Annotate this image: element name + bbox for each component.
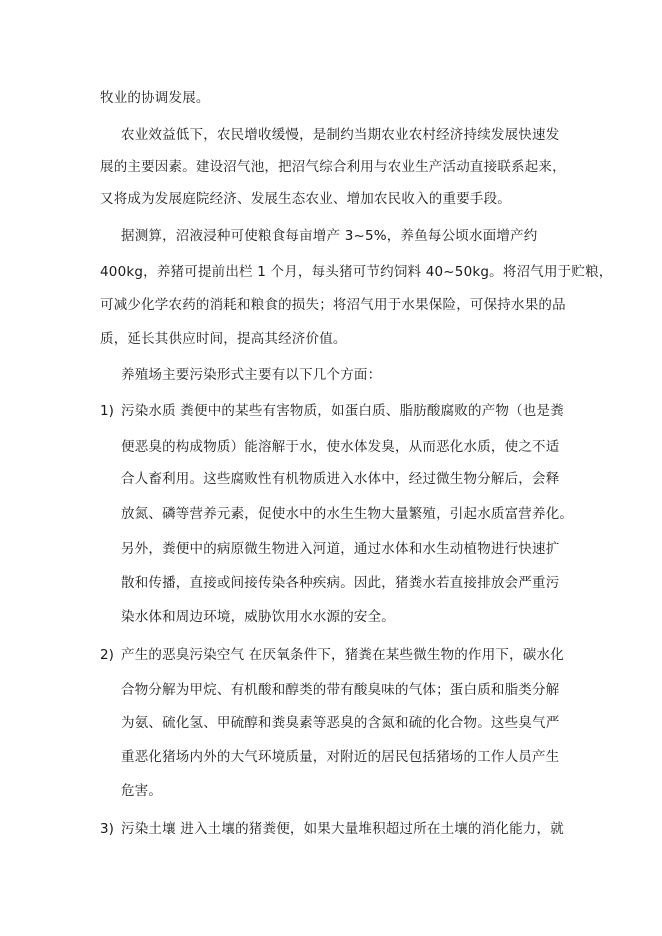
list-item-line: 染水体和周边环境，威胁饮用水水源的安全。 xyxy=(121,609,395,625)
list-item-line: 污染土壤 进入土壤的猪粪便，如果大量堆积超过所在土壤的消化能力，就 xyxy=(121,821,564,837)
list-item-line: 便恶臭的构成物质）能溶解于水，使水体发臭，从而恶化水质，使之不适 xyxy=(121,439,560,455)
list-number: 3) xyxy=(100,821,114,837)
text-line: 据测算，沼液浸种可使粮食每亩增产 3~5%，养鱼每公顷水面增产约 xyxy=(121,228,538,244)
text-line: 农业效益低下，农民增收缓慢，是制约当期农业农村经济持续发展快速发 xyxy=(121,127,560,143)
list-item-line: 为氨、硫化氢、甲硫醇和粪臭素等恶臭的含氮和硫的化合物。这些臭气严 xyxy=(121,715,560,731)
list-number: 2) xyxy=(100,647,114,663)
list-item-line: 危害。 xyxy=(121,783,163,799)
list-item-line: 产生的恶臭污染空气 在厌氧条件下，猪粪在某些微生物的作用下，碳水化 xyxy=(121,647,564,663)
text-line: 牧业的协调发展。 xyxy=(100,90,210,106)
list-item-line: 重恶化猪场内外的大气环境质量，对附近的居民包括猪场的工作人员产生 xyxy=(121,749,560,765)
text-line: 可减少化学农药的消耗和粮食的损失；将沼气用于水果保险，可保持水果的品 xyxy=(100,297,566,313)
text-line: 400kg，养猪可提前出栏 1 个月，每头猪可节约饲料 40~50kg。将沼气用于贮粮， xyxy=(100,264,613,280)
list-number: 1) xyxy=(100,403,114,419)
list-item-line: 另外，粪便中的病原微生物进入河道，通过水体和水生动植物进行快速扩 xyxy=(121,541,560,557)
text-line: 质，延长其供应时间，提高其经济价值。 xyxy=(100,331,347,347)
list-item-line: 污染水质 粪便中的某些有害物质，如蛋白质、脂肪酸腐败的产物（也是粪 xyxy=(121,403,564,419)
text-line: 又将成为发展庭院经济、发展生态农业、增加农民收入的重要手段。 xyxy=(100,191,511,207)
list-item-line: 合人畜利用。这些腐败性有机物质进入水体中，经过微生物分解后，会释 xyxy=(121,471,560,487)
text-line: 展的主要因素。建设沼气池，把沼气综合利用与农业生产活动直接联系起来， xyxy=(100,159,566,175)
list-item-line: 散和传播，直接或间接传染各种疾病。因此，猪粪水若直接排放会严重污 xyxy=(121,575,560,591)
list-item-line: 放氮、磷等营养元素，促使水中的水生生物大量繁殖，引起水质富营养化。 xyxy=(121,506,574,522)
list-item-line: 合物分解为甲烷、有机酸和醇类的带有酸臭味的气体；蛋白质和脂类分解 xyxy=(121,682,560,698)
text-line: 养殖场主要污染形式主要有以下几个方面： xyxy=(121,367,382,383)
